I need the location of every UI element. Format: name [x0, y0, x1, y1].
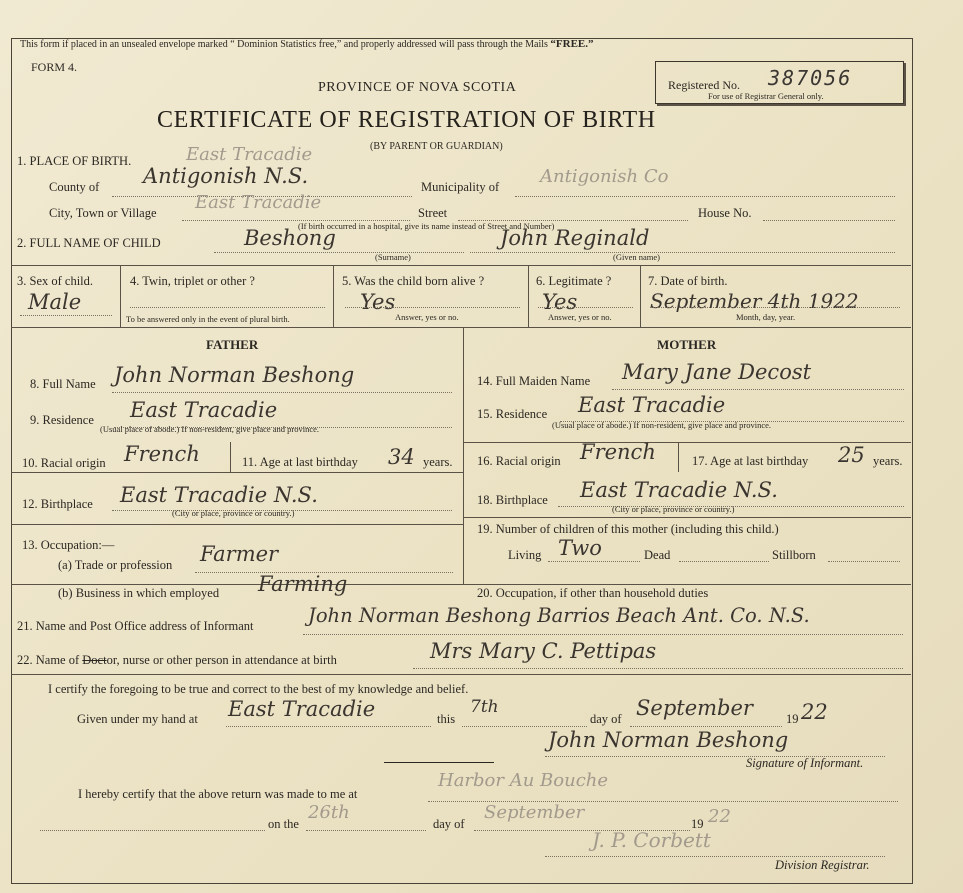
registered-value: 387056 [768, 66, 853, 90]
free-label: “FREE.” [550, 38, 594, 50]
dead-label: Dead [644, 548, 671, 562]
father-birthplace-label: 12. Birthplace [22, 497, 93, 511]
on-the-label: on the [268, 817, 299, 831]
mother-age-value: 25 [838, 443, 865, 467]
given-month-value: September [636, 696, 753, 720]
trade-label: (a) Trade or profession [58, 558, 173, 572]
page-title: CERTIFICATE OF REGISTRATION OF BIRTH [157, 107, 656, 133]
mother-residence-value: East Tracadie [578, 393, 726, 417]
mother-birthplace-value: East Tracadie N.S. [580, 478, 778, 502]
house-no-label: House No. [698, 206, 752, 220]
postal-notice: This form if placed in an unsealed envelope marked “ Dominion Statistics free,” and properly addressed will pass through the Mails “FREE.” [20, 38, 594, 50]
occupation-label: 13. Occupation:— [22, 538, 115, 552]
registrar-year-value: 22 [708, 806, 731, 827]
father-name-label: 8. Full Name [30, 377, 96, 391]
legitimate-note: Answer, yes or no. [548, 312, 612, 322]
mother-residence-label: 15. Residence [477, 407, 548, 421]
born-alive-label: 5. Was the child born alive ? [342, 274, 485, 288]
municipality-value: Antigonish Co [540, 166, 669, 187]
mother-birthplace-label: 18. Birthplace [477, 493, 548, 507]
mother-heading: MOTHER [657, 337, 717, 352]
informant-label: 21. Name and Post Office address of Informant [17, 619, 254, 633]
registrar-signature: J. P. Corbett [592, 828, 711, 852]
mother-birthplace-note: (City or place, province or country.) [612, 504, 735, 514]
sex-value: Male [28, 290, 82, 314]
attendant-label: 22. Name of Doctor, nurse or other person in attendance at birth [17, 653, 337, 667]
father-race-value: French [124, 442, 200, 466]
birth-date-note: Month, day, year. [736, 312, 796, 322]
given-name-caption: (Given name) [613, 252, 660, 262]
certification-text: I certify the foregoing to be true and correct to the best of my knowledge and belief. [48, 682, 469, 696]
municipality-label: Municipality of [421, 180, 500, 194]
father-residence-value: East Tracadie [130, 398, 278, 422]
father-race-label: 10. Racial origin [22, 456, 106, 470]
page-subtitle: (BY PARENT OR GUARDIAN) [370, 141, 503, 152]
registrar-text: I hereby certify that the above return was made to me at [78, 787, 358, 801]
place-of-birth-label: 1. PLACE OF BIRTH. [17, 154, 132, 168]
given-place-value: East Tracadie [228, 697, 376, 721]
stillborn-label: Stillborn [772, 548, 816, 562]
informant-signature: John Norman Beshong [548, 728, 789, 752]
registrar-year-prefix: 19 [691, 817, 704, 831]
city-value: East Tracadie [195, 192, 322, 213]
registrar-caption: Division Registrar. [775, 858, 870, 872]
county-value: Antigonish N.S. [143, 164, 309, 188]
mother-race-value: French [580, 440, 656, 464]
father-birthplace-value: East Tracadie N.S. [120, 483, 318, 507]
registrar-month-value: September [484, 802, 585, 823]
father-age-label: 11. Age at last birthday [242, 455, 358, 469]
father-name-value: John Norman Beshong [114, 363, 355, 387]
given-year-value: 22 [801, 700, 828, 724]
this-label: this [437, 712, 456, 726]
registrar-place-value: Harbor Au Bouche [438, 770, 609, 791]
place-of-birth-value: East Tracadie [186, 144, 313, 165]
father-age-value: 34 [388, 445, 415, 469]
registrar-day-of-label: day of [433, 817, 465, 831]
father-heading: FATHER [206, 337, 259, 352]
registrar-use-note: For use of Registrar General only. [708, 91, 824, 101]
sex-label: 3. Sex of child. [17, 274, 94, 288]
living-value: Two [558, 536, 602, 560]
struck-doct: Doct [82, 653, 107, 667]
child-name-label: 2. FULL NAME OF CHILD [17, 236, 161, 250]
county-label: County of [49, 180, 100, 194]
mother-age-years: years. [873, 454, 903, 468]
given-day-value: 7th [470, 697, 499, 717]
mother-residence-note: (Usual place of abode.) If non-resident, give place and province. [552, 420, 772, 430]
mother-occupation-label: 20. Occupation, if other than household duties [477, 586, 709, 600]
informant-value: John Norman Beshong Barrios Beach Ant. Co. N.S. [308, 604, 810, 627]
registered-label: Registered No. [668, 78, 740, 92]
child-given-value: John Reginald [500, 226, 650, 250]
registrar-on-value: 26th [308, 802, 350, 823]
mother-race-label: 16. Racial origin [477, 454, 561, 468]
living-label: Living [508, 548, 542, 562]
birth-date-value: September 4th 1922 [650, 289, 859, 313]
father-birthplace-note: (City or place, province or country.) [172, 508, 295, 518]
legitimate-label: 6. Legitimate ? [536, 274, 612, 288]
city-label: City, Town or Village [49, 206, 157, 220]
born-alive-note: Answer, yes or no. [395, 312, 459, 322]
twin-label: 4. Twin, triplet or other ? [130, 274, 255, 288]
father-residence-label: 9. Residence [30, 413, 94, 427]
father-age-years: years. [423, 455, 453, 469]
given-under-label: Given under my hand at [77, 712, 198, 726]
surname-caption: (Surname) [375, 252, 411, 262]
trade-value: Farmer [200, 542, 279, 566]
born-alive-value: Yes [360, 290, 396, 314]
mother-age-label: 17. Age at last birthday [692, 454, 809, 468]
business-label: (b) Business in which employed [58, 586, 220, 600]
birth-date-label: 7. Date of birth. [648, 274, 728, 288]
mother-name-label: 14. Full Maiden Name [477, 374, 591, 388]
legitimate-value: Yes [542, 290, 578, 314]
business-value: Farming [258, 572, 348, 596]
street-label: Street [418, 206, 448, 220]
given-day-of-label: day of [590, 712, 622, 726]
given-year-prefix: 19 [786, 712, 799, 726]
informant-signature-caption: Signature of Informant. [746, 756, 864, 770]
child-surname-value: Beshong [244, 226, 336, 250]
father-residence-note: (Usual place of abode.) If non-resident, give place and province. [100, 424, 320, 434]
province-heading: PROVINCE OF NOVA SCOTIA [318, 80, 517, 95]
street-note: (If birth occurred in a hospital, give its name instead of Street and Number) [298, 221, 555, 231]
twin-note: To be answered only in the event of plural birth. [126, 314, 290, 324]
registered-number-box [655, 61, 904, 104]
form-number: FORM 4. [31, 60, 78, 74]
children-count-label: 19. Number of children of this mother (including this child.) [477, 522, 779, 536]
mother-name-value: Mary Jane Decost [622, 360, 812, 384]
attendant-value: Mrs Mary C. Pettipas [430, 639, 657, 663]
